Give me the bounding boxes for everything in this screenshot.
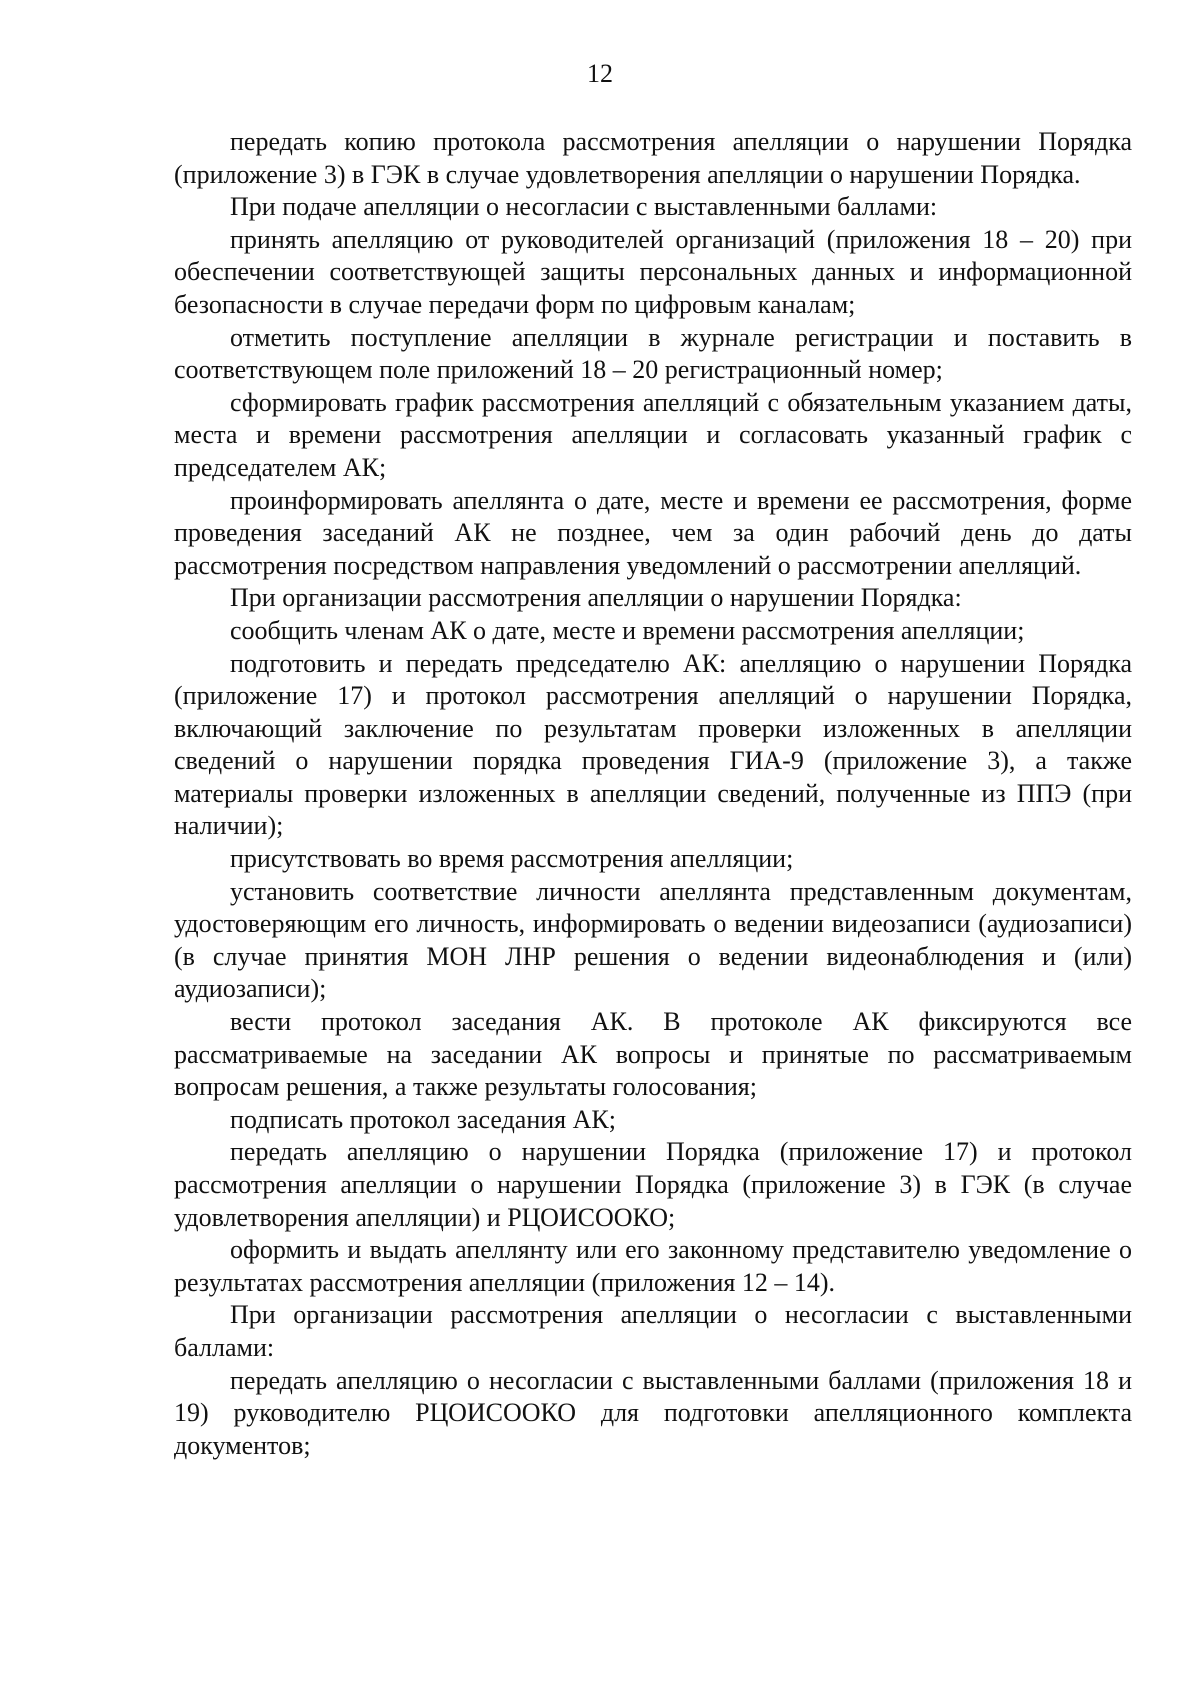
paragraph-4: отметить поступление апелляции в журнале регистрации и поставить в соответствующем поле приложений 18 – 20 регистрационный номер; (174, 322, 1132, 385)
paragraph-2: При подаче апелляции о несогласии с выставленными баллами: (230, 192, 938, 222)
paragraph-13: подписать протокол заседания АК; (230, 1104, 616, 1134)
paragraph-5: сформировать график рассмотрения апелляций с обязательным указанием даты, места и времени рассмотрения апелляции и согласовать указанный график с председателем АК; (174, 387, 1132, 482)
paragraph-1: передать копию протокола рассмотрения апелляции о нарушении Порядка (приложение 3) в ГЭК в случае удовлетворения апелляции о нарушении Порядка. (174, 127, 1132, 189)
paragraph-7: При организации рассмотрения апелляции о нарушении Порядка: (230, 583, 962, 613)
paragraph-12: вести протокол заседания АК. В протоколе АК фиксируются все рассматриваемые на заседании АК вопросы и принятые по рассматриваемым вопросам решения, а также результаты голосования; (174, 1007, 1132, 1102)
document-body (174, 126, 1132, 1462)
paragraph-9: подготовить и передать председателю АК: апелляцию о нарушении Порядка (приложение 17) и протокол рассмотрения апелляций о нарушении Порядка, включающий заключение по результатам проверки изложенных в апелляции сведений о нарушении порядка проведения ГИА-9 (приложение 3), а также материалы проверки изложенных в апелляции сведений, полученные из ППЭ (при наличии); (174, 648, 1132, 841)
paragraph-11: установить соответствие личности апеллянта представленным документам, удостоверяющим его личность, информировать о ведении видеозаписи (аудиозаписи) (в случае принятия МОН ЛНР решения о ведении видеонаблюдения и (или) аудиозаписи); (174, 876, 1132, 1004)
paragraph-6: проинформировать апеллянта о дате, месте и времени ее рассмотрения, форме проведения заседаний АК не позднее, чем за один рабочий день до даты рассмотрения посредством направления уведомлений о рассмотрении апелляций. (174, 485, 1132, 580)
paragraph-3: принять апелляцию от руководителей организаций (приложения 18 – 20) при обеспечении соответствующей защиты персональных данных и информационной безопасности в случае передачи форм по цифровым каналам; (174, 224, 1132, 319)
page-number: 12 (587, 59, 613, 88)
paragraph-17: передать апелляцию о несогласии с выставленными баллами (приложения 18 и 19) руководителю РЦОИСООКО для подготовки апелляционного комплекта документов; (174, 1365, 1132, 1460)
paragraph-15: оформить и выдать апеллянту или его законному представителю уведомление о результатах рассмотрения апелляции (приложения 12 – 14). (174, 1235, 1132, 1297)
paragraph-8: сообщить членам АК о дате, месте и времени рассмотрения апелляции; (230, 615, 1025, 645)
paragraph-10: присутствовать во время рассмотрения апелляции; (230, 844, 794, 874)
paragraph-14: передать апелляцию о нарушении Порядка (приложение 17) и протокол рассмотрения апелляции о нарушении Порядка (приложение 3) в ГЭК (в случае удовлетворения апелляции) и РЦОИСООКО; (174, 1137, 1132, 1232)
paragraph-16: При организации рассмотрения апелляции о несогласии с выставленными баллами: (174, 1300, 1132, 1362)
